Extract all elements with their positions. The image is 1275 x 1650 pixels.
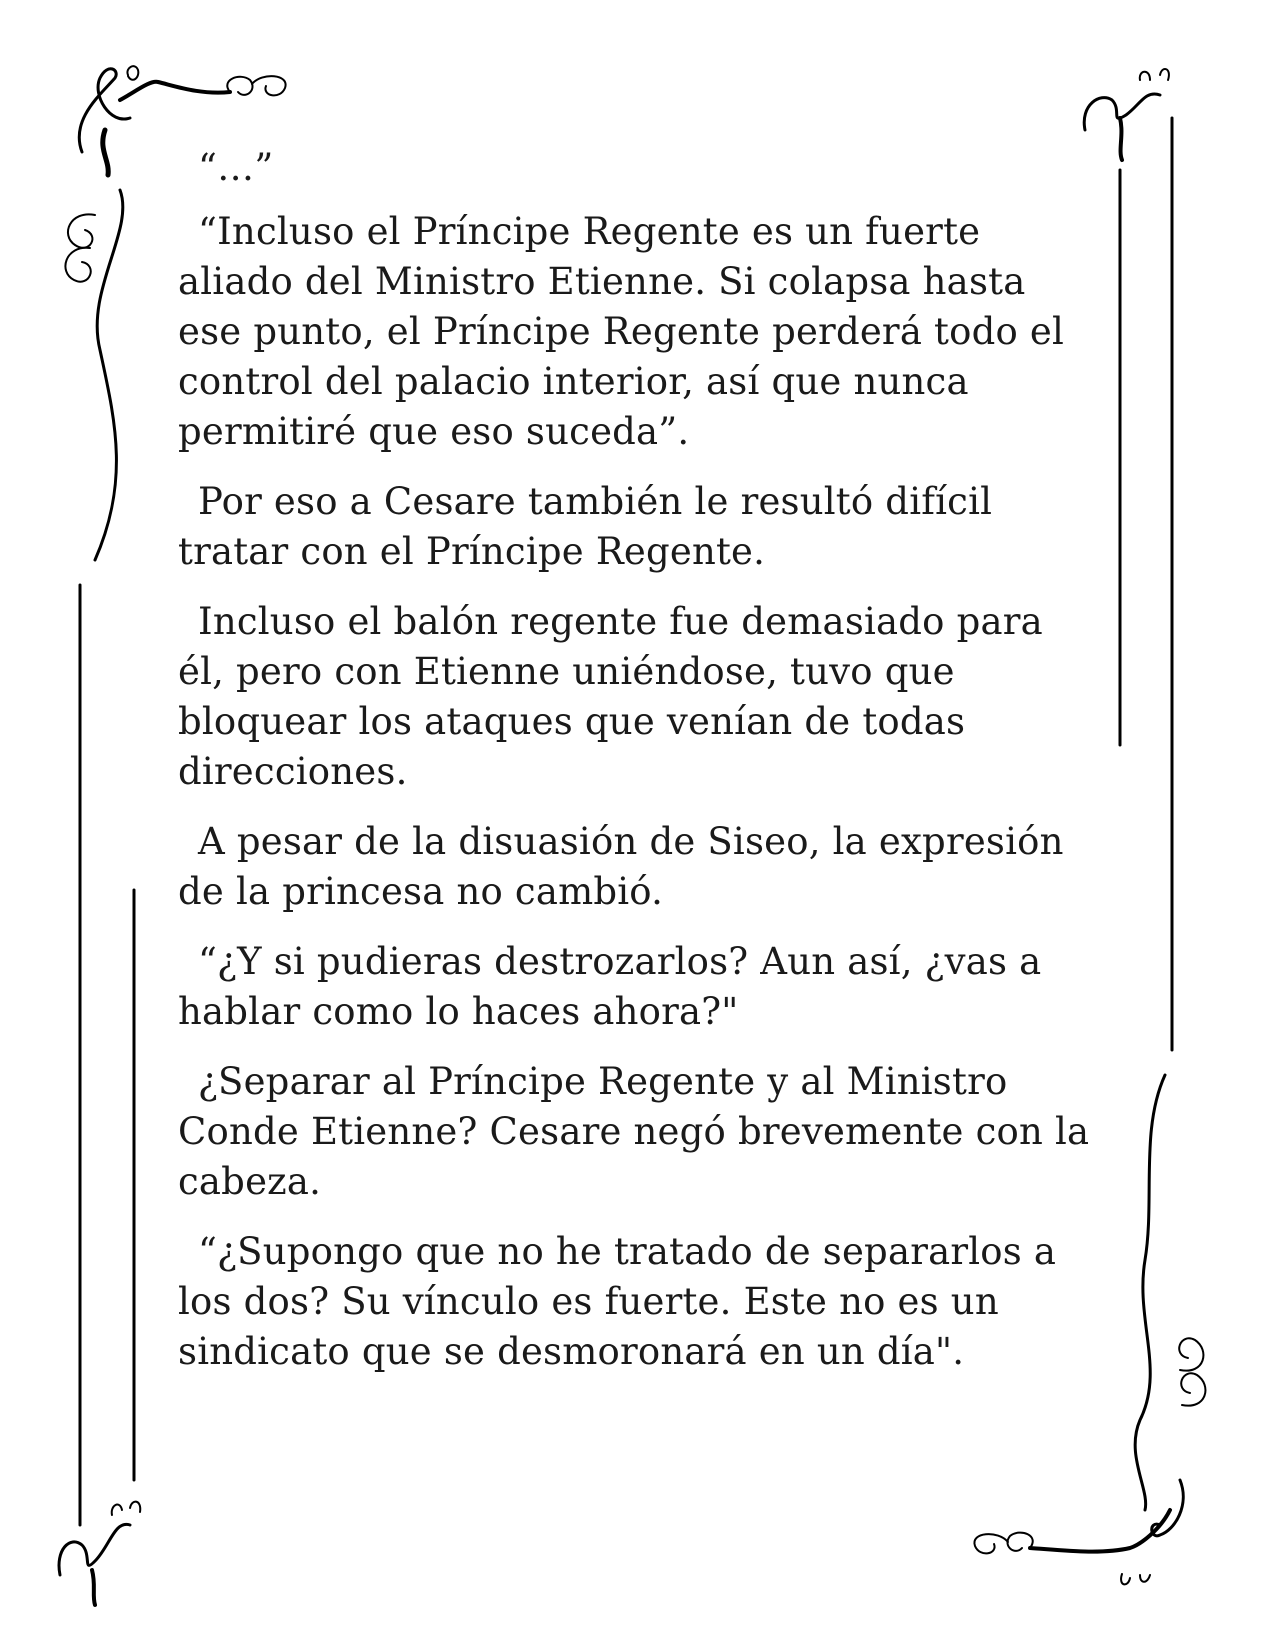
bottom-right-flourish-icon [974,1480,1183,1584]
left-swirl-icon [65,214,95,281]
document-body [178,143,1098,1397]
paragraph-narration-2: Incluso el balón regente fue demasiado para él, pero con Etienne uniéndose, tuvo que bloquear los ataques que venían de todas direcciones. [178,600,1043,793]
paragraph-dialogue-3: “¿Supongo que no he tratado de separarlos a los dos? Su vínculo es fuerte. Este no es un sindicato que se desmoronará en un día". [178,1230,1057,1373]
paragraph-narration-1: Por eso a Cesare también le resultó difícil tratar con el Príncipe Regente. [178,480,993,573]
paragraph-narration-3: A pesar de la disuasión de Siseo, la expresión de la princesa no cambió. [178,820,1064,913]
paragraph-dialogue-1: “Incluso el Príncipe Regente es un fuerte aliado del Ministro Etienne. Si colapsa hasta ese punto, el Príncipe Regente perderá todo el control del palacio interior, así que nunca permitiré que eso suceda”. [178,210,1065,453]
right-swirl-icon [1179,1338,1205,1405]
paragraph-dialogue-2: “¿Y si pudieras destrozarlos? Aun así, ¿vas a hablar como lo haces ahora?" [178,940,1042,1033]
bottom-left-flourish-icon [59,1502,140,1605]
paragraph-ellipsis: “…” [198,146,274,189]
right-curve-line [1135,1075,1165,1510]
paragraph-narration-4: ¿Separar al Príncipe Regente y al Ministro Conde Etienne? Cesare negó brevemente con la cabeza. [178,1060,1090,1203]
left-curve-line [95,190,123,560]
